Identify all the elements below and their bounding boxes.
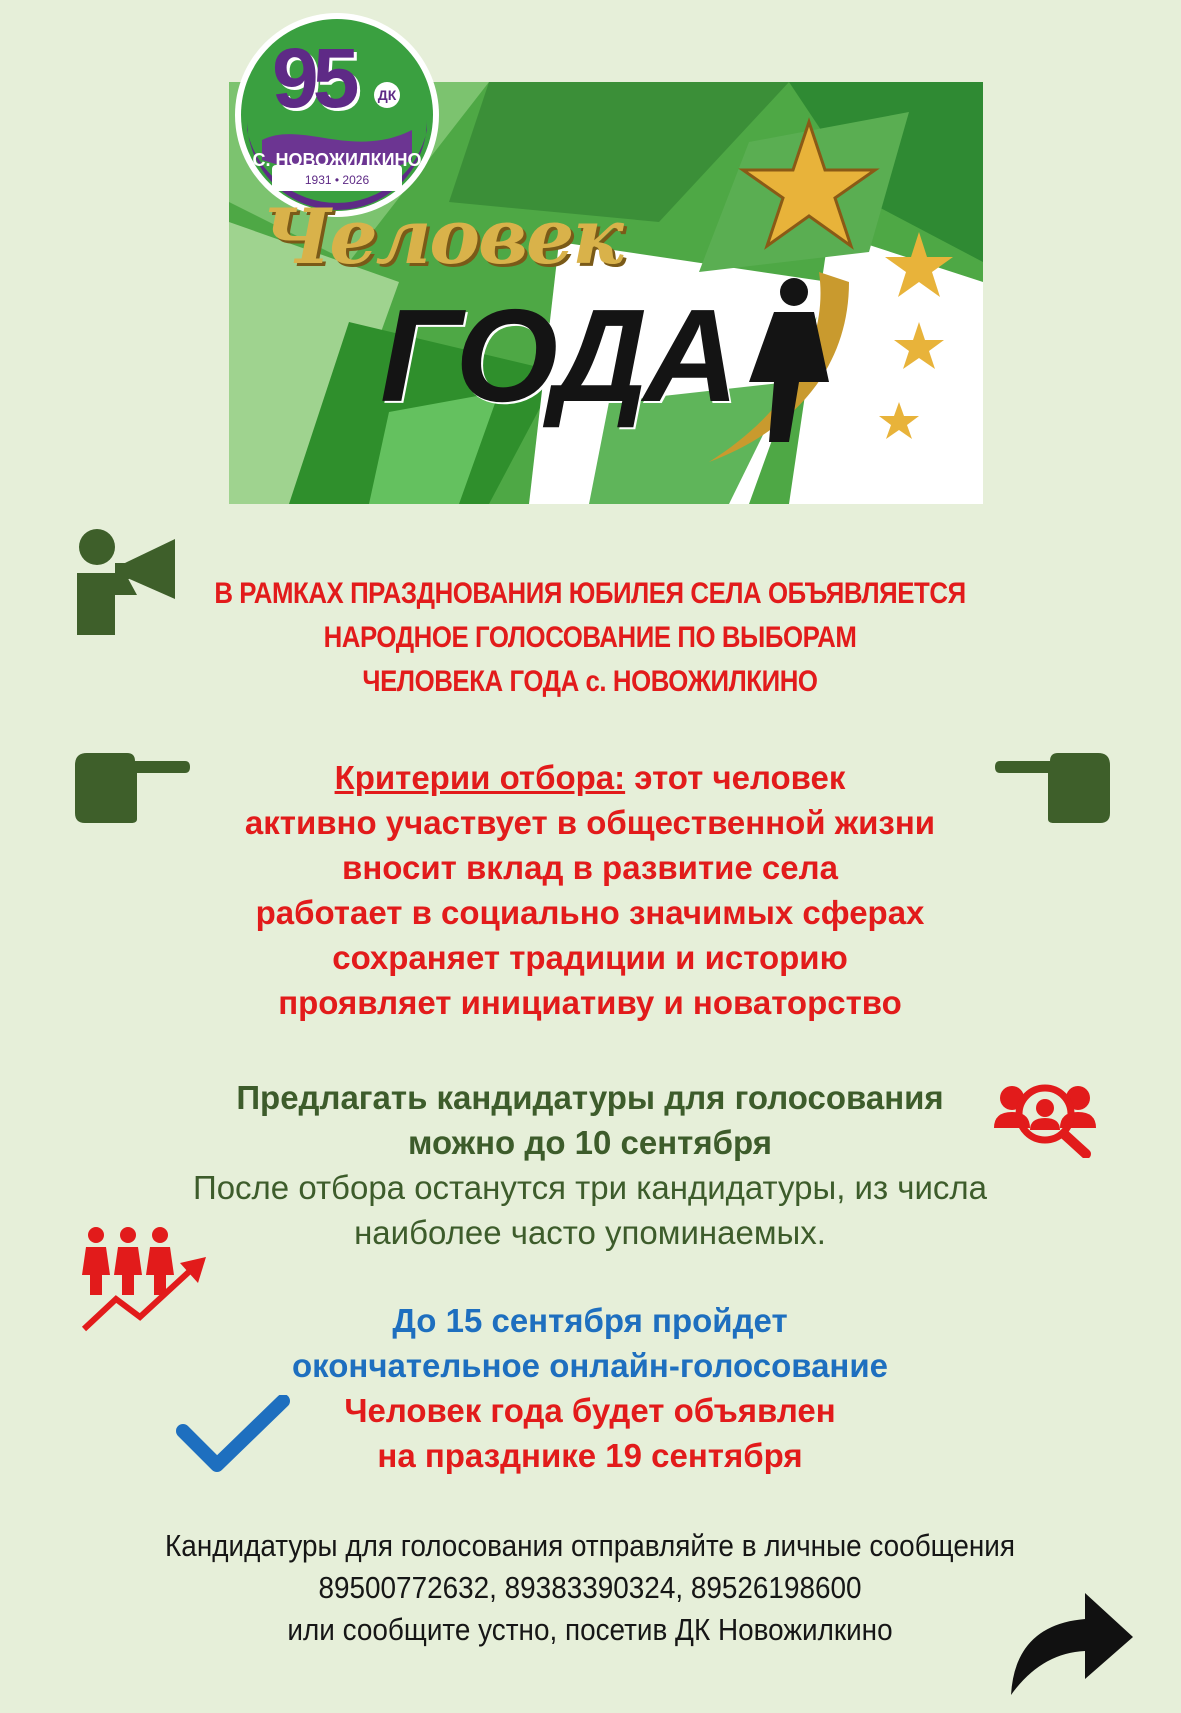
- banner-title-line2: ГОДА: [380, 282, 735, 429]
- criteria-label: Критерии отбора:: [334, 759, 626, 796]
- propose-line: можно до 10 сентября: [408, 1124, 772, 1161]
- announcement-line: НАРОДНОЕ ГОЛОСОВАНИЕ ПО ВЫБОРАМ: [323, 621, 857, 654]
- propose-text: [140, 1075, 1040, 1165]
- criteria-item: сохраняет традиции и историю: [332, 939, 848, 976]
- criteria-item: работает в социально значимых сферах: [255, 894, 925, 931]
- announce-winner-text: [200, 1388, 980, 1478]
- logo-village-name: С. НОВОЖИЛКИНО: [252, 150, 422, 170]
- logo-badge: ДК: [374, 82, 400, 108]
- logo-number: 95: [272, 31, 354, 125]
- contacts-line: или сообщите устно, посетив ДК Новожилкино: [287, 1612, 893, 1647]
- contacts-text: [131, 1525, 1049, 1651]
- search-people-icon: [990, 1078, 1100, 1158]
- after-selection-line: После отбора останутся три кандидатуры, из числа: [192, 1169, 988, 1206]
- criteria-item: активно участвует в общественной жизни: [244, 804, 936, 841]
- after-selection-text: [120, 1165, 1060, 1255]
- announcement-line: В РАМКАХ ПРАЗДНОВАНИЯ ЮБИЛЕЯ СЕЛА ОБЪЯВЛЯЕТСЯ: [214, 577, 966, 610]
- after-selection-line: наиболее часто упоминаемых.: [354, 1214, 826, 1251]
- megaphone-person-icon: [75, 525, 185, 635]
- final-vote-line: окончательное онлайн-голосование: [291, 1347, 888, 1384]
- final-vote-text: [140, 1298, 1040, 1388]
- announcement-text: [212, 572, 969, 704]
- banner-title-line1: Человек: [262, 192, 622, 281]
- criteria-item: проявляет инициативу и новаторство: [278, 984, 902, 1021]
- propose-line: Предлагать кандидатуры для голосования: [236, 1079, 944, 1116]
- announce-winner-line: Человек года будет объявлен: [344, 1392, 836, 1429]
- contacts-phones: 89500772632, 89383390324, 89526198600: [318, 1570, 862, 1605]
- logo: [232, 10, 442, 220]
- announcement-line: ЧЕЛОВЕКА ГОДА с. НОВОЖИЛКИНО: [362, 665, 818, 698]
- contacts-line: Кандидатуры для голосования отправляйте в личные сообщения: [165, 1528, 1015, 1563]
- final-vote-line: До 15 сентября пройдет: [392, 1302, 788, 1339]
- criteria-block: [140, 755, 1040, 1025]
- criteria-first-line: этот человек: [625, 759, 846, 796]
- curved-arrow-icon: [1005, 1575, 1135, 1700]
- criteria-item: вносит вклад в развитие села: [342, 849, 838, 886]
- announce-winner-line: на празднике 19 сентября: [377, 1437, 803, 1474]
- logo-years: 1931 • 2026: [304, 173, 370, 187]
